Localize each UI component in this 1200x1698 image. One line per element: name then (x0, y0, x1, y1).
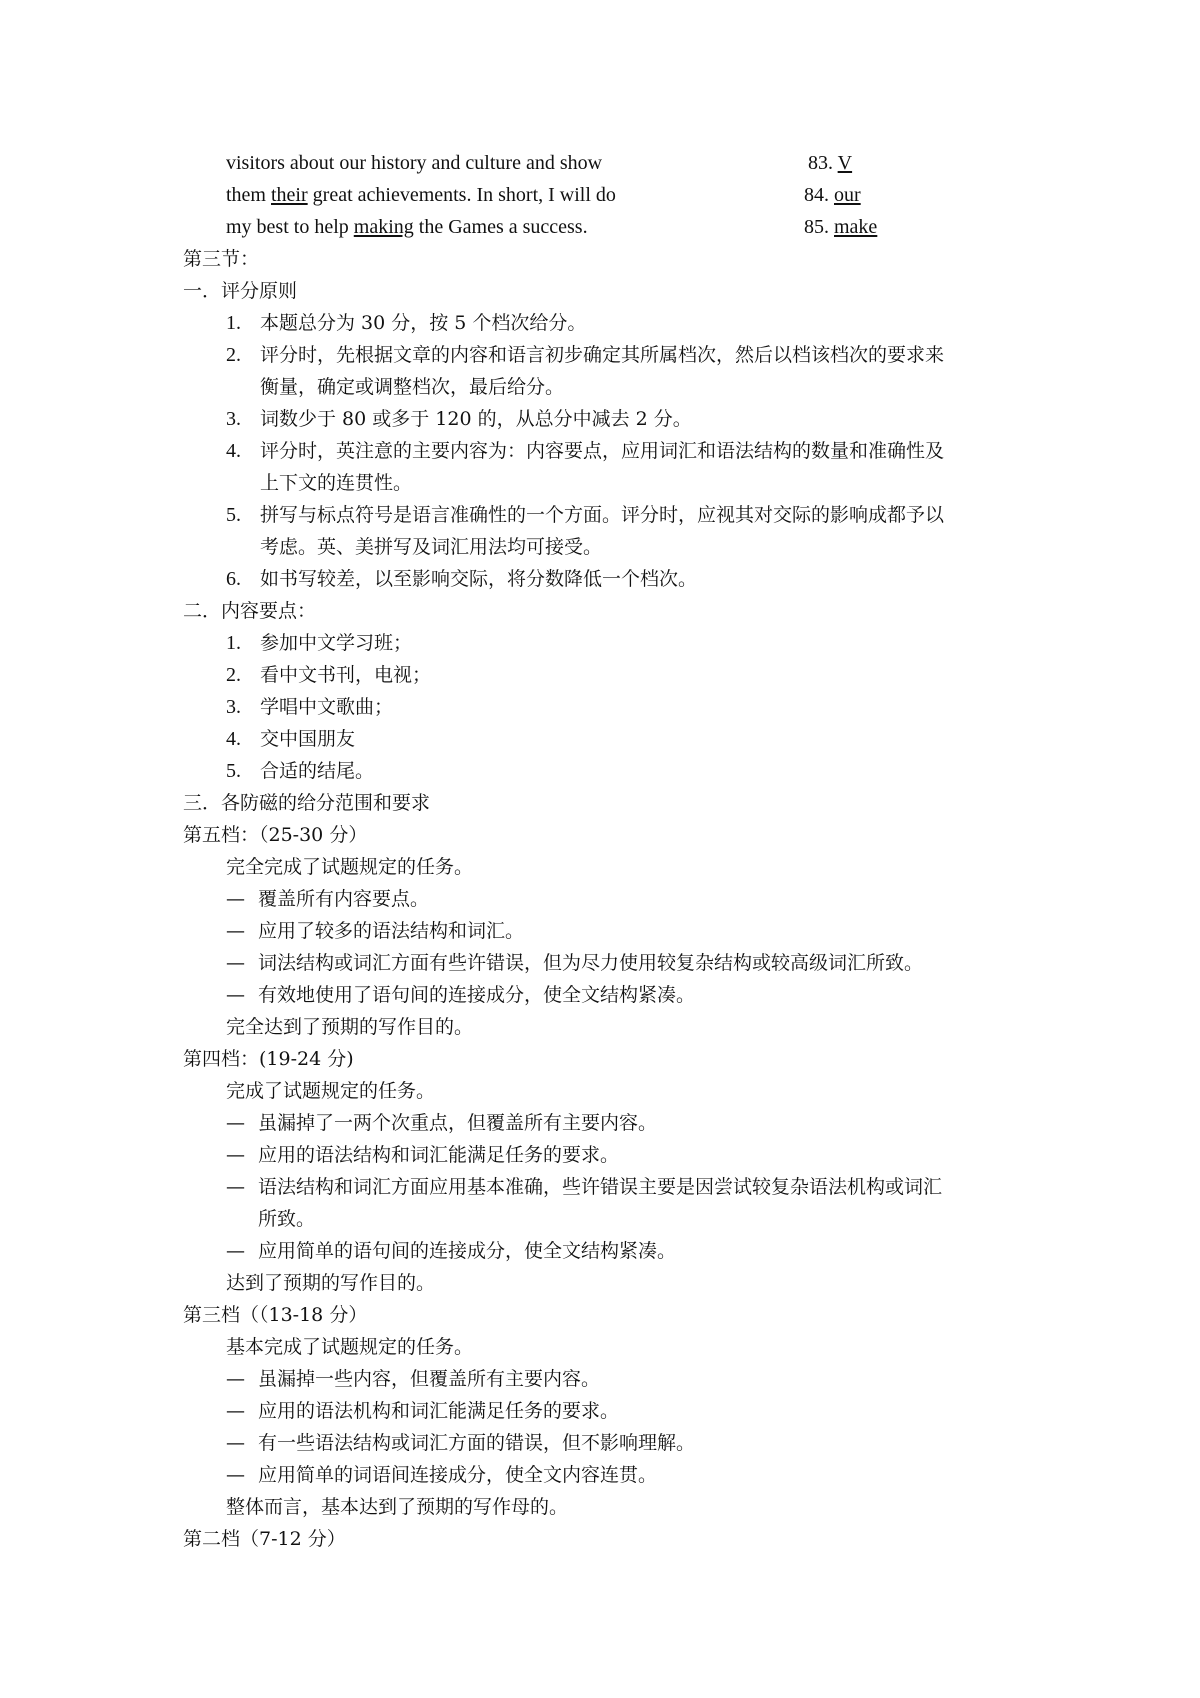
part2-heading: 二．内容要点： (183, 600, 317, 622)
content-point: 1. 参加中文学习班； (226, 632, 413, 654)
answer-value: make (834, 216, 878, 238)
error-word: making (353, 216, 414, 238)
grade3-heading: 第三档（（13-18 分） (183, 1304, 368, 1326)
grade-bullet: — 应用的语法结构和词汇能满足任务的要求。 (226, 1144, 620, 1166)
rule-item-continuation: 衡量，确定或调整档次，最后给分。 (260, 376, 565, 398)
content-point: 3. 学唱中文歌曲； (226, 696, 394, 718)
grade-bullet: — 虽漏掉一些内容，但覆盖所有主要内容。 (226, 1368, 601, 1390)
rule-item: 2. 评分时，先根据文章的内容和语言初步确定其所属档次，然后以档该档次的要求来 (226, 344, 945, 366)
answer-83: 83. V (808, 152, 853, 174)
rule-item: 4. 评分时，英注意的主要内容为：内容要点，应用词汇和语法结构的数量和准确性及 (226, 440, 945, 462)
answer-84: 84. our (804, 184, 861, 206)
grade-outro: 达到了预期的写作目的。 (226, 1272, 436, 1294)
grade2-heading: 第二档（7-12 分） (183, 1528, 346, 1550)
grade-bullet-continuation: 所致。 (258, 1208, 316, 1230)
part3-heading: 三．各防磁的给分范围和要求 (183, 792, 431, 814)
grade-intro: 完全完成了试题规定的任务。 (226, 856, 474, 878)
answer-85: 85. make (804, 216, 878, 238)
answer-value: our (834, 184, 861, 206)
grade-bullet: — 应用简单的词语间连接成分，使全文内容连贯。 (226, 1464, 658, 1486)
content-point: 2. 看中文书刊，电视； (226, 664, 432, 686)
grade4-heading: 第四档：(19-24 分) (183, 1048, 354, 1070)
rule-item: 5. 拼写与标点符号是语言准确性的一个方面。评分时，应视其对交际的影响成都予以 (226, 504, 945, 526)
grade-bullet: — 虽漏掉了一两个次重点，但覆盖所有主要内容。 (226, 1112, 658, 1134)
grade-bullet: — 有效地使用了语句间的连接成分，使全文结构紧凑。 (226, 984, 696, 1006)
rule-item: 3. 词数少于 80 或多于 120 的，从总分中减去 2 分。 (226, 408, 692, 430)
rule-item-continuation: 考虑。英、美拼写及词汇用法均可接受。 (260, 536, 603, 558)
section-heading: 第三节： (183, 248, 260, 270)
grade-intro: 完成了试题规定的任务。 (226, 1080, 436, 1102)
grade-bullet: — 有一些语法结构或词汇方面的错误，但不影响理解。 (226, 1432, 696, 1454)
grade-bullet: — 应用的语法机构和词汇能满足任务的要求。 (226, 1400, 620, 1422)
rule-item-continuation: 上下文的连贯性。 (260, 472, 413, 494)
answer-value: V (837, 152, 853, 174)
grade-bullet: — 词法结构或词汇方面有些许错误，但为尽力使用较复杂结构或较高级词汇所致。 (226, 952, 924, 974)
error-word: their (271, 184, 308, 206)
grade-bullet: — 应用了较多的语法结构和词汇。 (226, 920, 525, 942)
content-point: 4. 交中国朋友 (226, 728, 356, 750)
correction-line-85: my best to help making the Games a success. (226, 216, 588, 238)
grade-outro: 整体而言，基本达到了预期的写作母的。 (226, 1496, 569, 1518)
correction-line-83 (226, 151, 602, 175)
rule-item: 6. 如书写较差，以至影响交际，将分数降低一个档次。 (226, 568, 698, 590)
content-point: 5. 合适的结尾。 (226, 760, 375, 782)
rule-item: 1. 本题总分为 30 分，按 5 个档次给分。 (226, 312, 587, 334)
correction-line-84: them their great achievements. In short, I will do (226, 184, 616, 206)
grade-intro: 基本完成了试题规定的任务。 (226, 1336, 474, 1358)
grade-bullet: — 语法结构和词汇方面应用基本准确，些许错误主要是因尝试较复杂语法机构或词汇 (226, 1176, 943, 1198)
part1-heading: 一．评分原则 (183, 280, 298, 302)
grade-bullet: — 应用简单的语句间的连接成分，使全文结构紧凑。 (226, 1240, 677, 1262)
grade-bullet: — 覆盖所有内容要点。 (226, 888, 430, 910)
grade5-heading: 第五档：（25-30 分） (183, 824, 368, 846)
correction-text: visitors about our history and culture and show (226, 152, 603, 174)
grade-outro: 完全达到了预期的写作目的。 (226, 1016, 474, 1038)
